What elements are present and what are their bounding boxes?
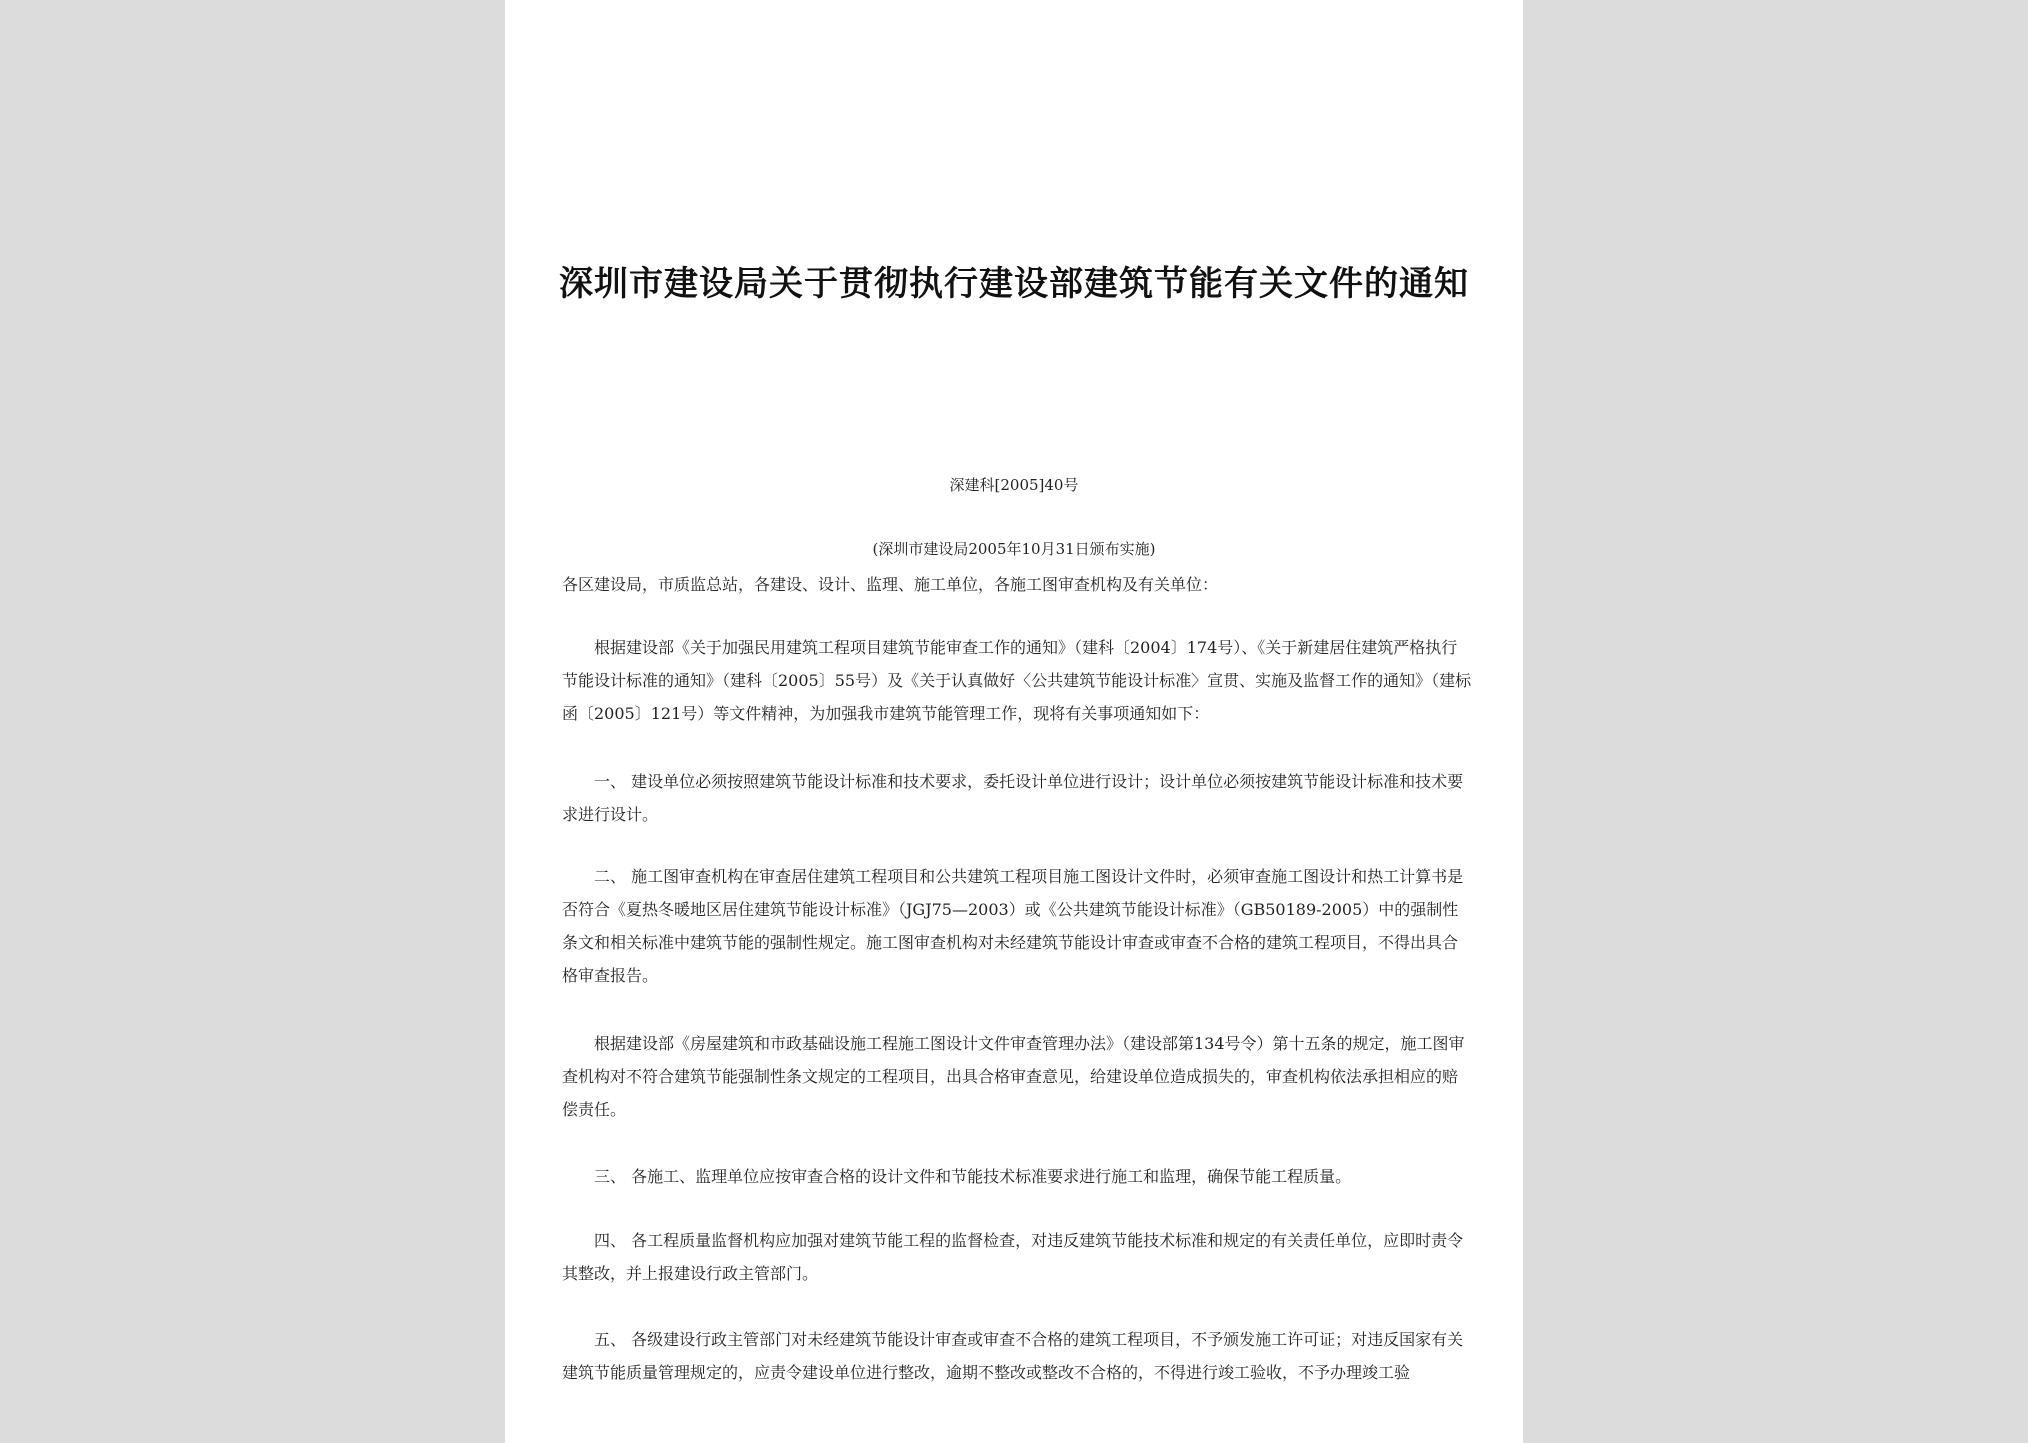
paragraph-item-4: 四、 各工程质量监督机构应加强对建筑节能工程的监督检查，对违反建筑节能技术标准和规定的有关责任单位，应即时责令其整改，并上报建设行政主管部门。 [562, 1231, 1464, 1283]
paragraph-item-2: 二、 施工图审查机构在审查居住建筑工程项目和公共建筑工程项目施工图设计文件时，必须审查施工图设计和热工计算书是否符合《夏热冬暖地区居住建筑节能设计标准》（JGJ75—2003）或《公共建筑节能设计标准》（GB50189-2005）中的强制性条文和相关标准中建筑节能的强制性规定。施工图审查机构对未经建筑节能设计审查或审查不合格的建筑工程项目，不得出具合格审查报告。 [562, 867, 1464, 985]
document-number: 深建科[2005]40号 [949, 476, 1079, 494]
document-title: 深圳市建设局关于贯彻执行建设部建筑节能有关文件的通知 [559, 264, 1469, 304]
paragraph-item-3: 三、 各施工、监理单位应按审查合格的设计文件和节能技术标准要求进行施工和监理，确保节能工程质量。 [594, 1167, 1352, 1186]
paragraph-item-5: 五、 各级建设行政主管部门对未经建筑节能设计审查或审查不合格的建筑工程项目，不予颁发施工许可证；对违反国家有关建筑节能质量管理规定的，应责令建设单位进行整改，逾期不整改或整改不合格的，不得进行竣工验收，不予办理竣工验 [562, 1330, 1464, 1382]
paragraph-item-1: 一、 建设单位必须按照建筑节能设计标准和技术要求，委托设计单位进行设计；设计单位必须按建筑节能设计标准和技术要求进行设计。 [562, 772, 1464, 824]
salutation: 各区建设局，市质监总站，各建设、设计、监理、施工单位，各施工图审查机构及有关单位： [562, 575, 1219, 594]
publish-note: (深圳市建设局2005年10月31日颁布实施) [872, 540, 1156, 558]
document-page [505, 0, 1523, 1443]
paragraph-intro: 根据建设部《关于加强民用建筑工程项目建筑节能审查工作的通知》（建科〔2004〕174号）、《关于新建居住建筑严格执行节能设计标准的通知》（建科〔2005〕55号）及《关于认真做好〈公共建筑节能设计标准〉宣贯、实施及监督工作的通知》（建标函〔2005〕121号）等文件精神，为加强我市建筑节能管理工作，现将有关事项通知如下： [562, 638, 1472, 723]
paragraph-liability: 根据建设部《房屋建筑和市政基础设施工程施工图设计文件审查管理办法》（建设部第134号令）第十五条的规定，施工图审查机构对不符合建筑节能强制性条文规定的工程项目，出具合格审查意见，给建设单位造成损失的，审查机构依法承担相应的赔偿责任。 [562, 1034, 1465, 1119]
